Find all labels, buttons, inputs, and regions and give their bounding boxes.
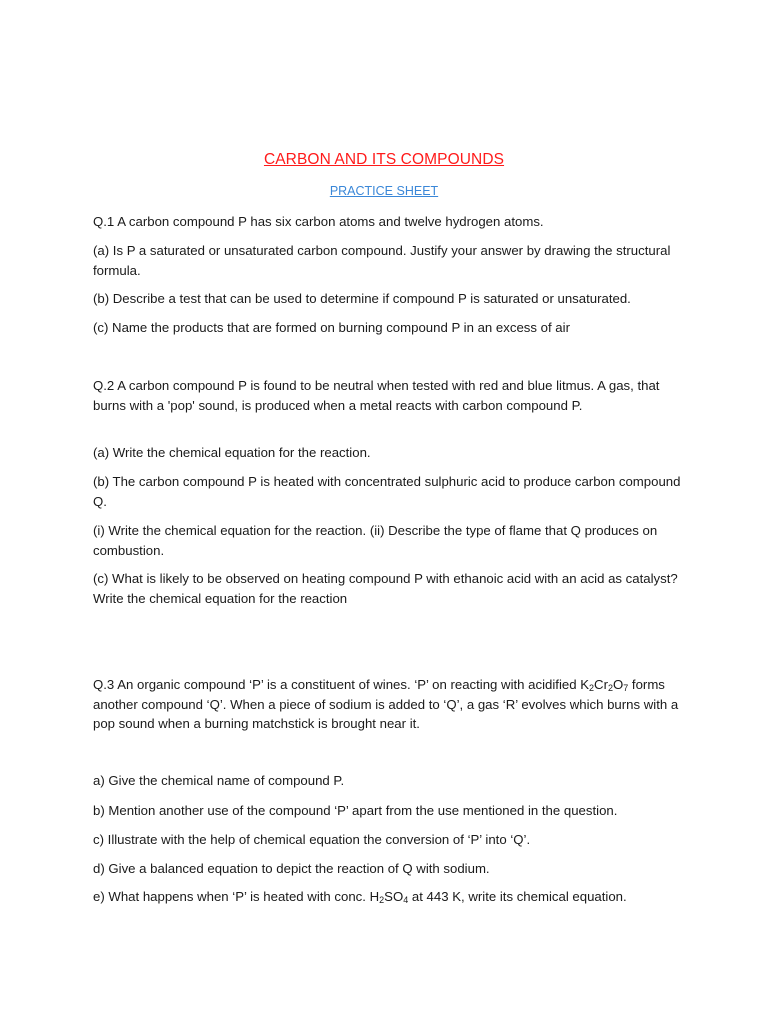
q3-so: SO (384, 889, 404, 904)
q3-part-b: b) Mention another use of the compound ‘P’ apart from the use mentioned in the question. (93, 803, 618, 818)
q2-part-b-sub: (i) Write the chemical equation for the reaction. (ii) Describe the type of flame that Q produces on combustion. (93, 523, 658, 558)
q1-part-b: (b) Describe a test that can be used to determine if compound P is saturated or unsaturated. (93, 291, 631, 306)
q3-part-c: c) Illustrate with the help of chemical equation the conversion of ‘P’ into ‘Q’. (93, 832, 531, 847)
q3-stem-pre: Q.3 An organic compound ‘P’ is a constituent of wines. ‘P’ on reacting with acidified K (93, 677, 590, 692)
q3-cr: Cr (594, 677, 608, 692)
document-title: CARBON AND ITS COMPOUNDS (263, 151, 505, 168)
q3-o: O (612, 677, 624, 692)
q2-part-b: (b) The carbon compound P is heated with concentrated sulphuric acid to produce carbon compound Q. (93, 474, 681, 509)
q2-part-c: (c) What is likely to be observed on heating compound P with ethanoic acid with an acid as catalyst? Write the chemical equation for the reaction (93, 571, 678, 606)
q1-stem: Q.1 A carbon compound P has six carbon atoms and twelve hydrogen atoms. (93, 214, 544, 229)
q3-part-e (93, 887, 683, 907)
q2-stem: Q.2 A carbon compound P is found to be neutral when tested with red and blue litmus. A gas, that burns with a 'pop' sound, is produced when a metal reacts with carbon compound P. (93, 378, 660, 413)
q3-o-subscript: 7 (623, 683, 629, 693)
q3-e-post: at 443 K, write its chemical equation. (408, 889, 627, 904)
q1-part-a: (a) Is P a saturated or unsaturated carbon compound. Justify your answer by drawing the structural formula. (93, 243, 671, 278)
q2-part-a: (a) Write the chemical equation for the reaction. (93, 445, 371, 460)
q3-cr-subscript: 2 (607, 683, 613, 693)
q3-part-d: d) Give a balanced equation to depict the reaction of Q with sodium. (93, 861, 490, 876)
document-subtitle: PRACTICE SHEET (329, 184, 439, 198)
q3-k-subscript: 2 (589, 683, 595, 693)
q3-stem-post: forms another compound ‘Q’. When a piece of sodium is added to ‘Q’, a gas ‘R’ evolves which burns with a pop sound when a burning matchstick is brought near it. (93, 677, 679, 731)
q1-part-c: (c) Name the products that are formed on burning compound P in an excess of air (93, 320, 570, 335)
q3-part-a: a) Give the chemical name of compound P. (93, 773, 345, 788)
q3-stem (93, 675, 683, 734)
q3-e-pre: e) What happens when ‘P’ is heated with conc. H (93, 889, 380, 904)
q3-h-subscript: 2 (379, 895, 385, 905)
q3-so-subscript: 4 (403, 895, 409, 905)
